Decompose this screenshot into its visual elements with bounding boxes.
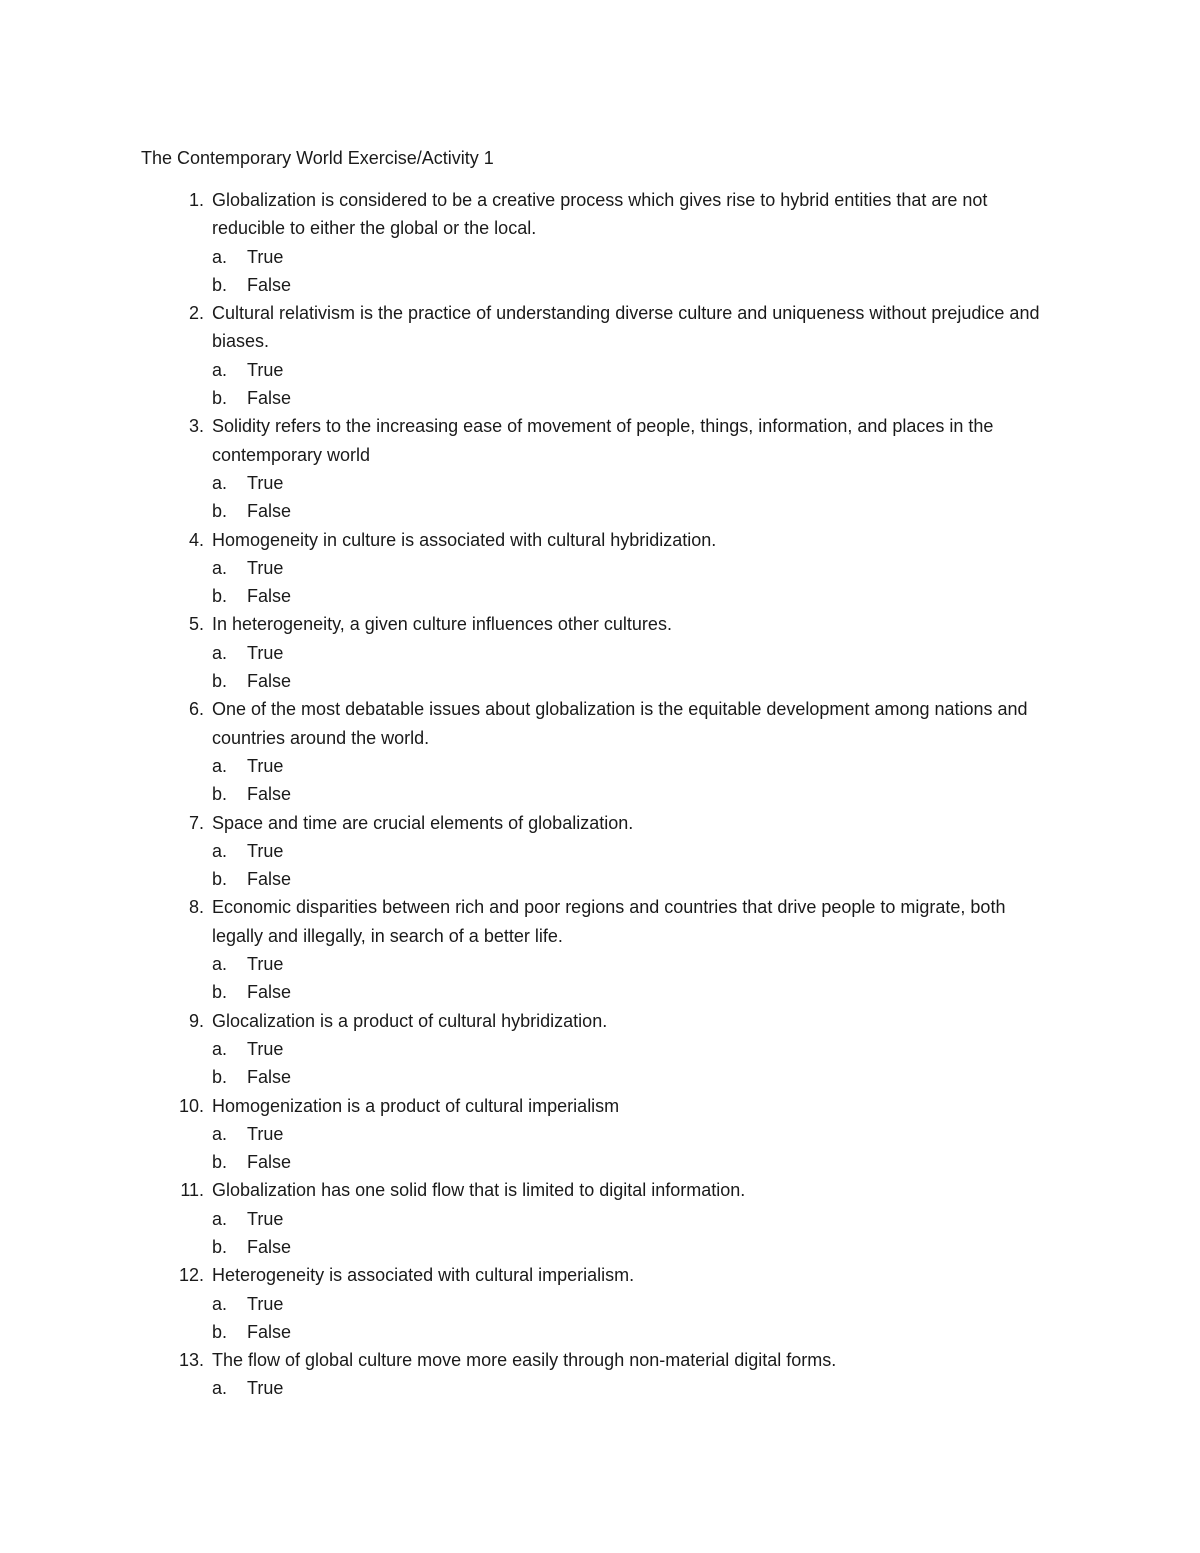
answer-option (0, 497, 1200, 525)
answer-option (0, 639, 1200, 667)
option-label: True (247, 1293, 284, 1314)
question-row (0, 809, 1052, 837)
answer-option (0, 837, 1200, 865)
option-label: True (247, 1123, 284, 1144)
option-label: False (247, 1236, 292, 1257)
answer-option (0, 752, 1200, 780)
answer-option (0, 865, 1200, 893)
option-label: False (247, 784, 292, 805)
question-item (0, 1346, 1200, 1403)
question-number: 8. (188, 897, 204, 918)
option-label: True (247, 1038, 284, 1059)
option-label: True (247, 1208, 284, 1229)
question-number: 9. (188, 1010, 204, 1031)
question-number: 3. (188, 416, 204, 437)
answer-option (0, 384, 1200, 412)
question-item (0, 809, 1200, 894)
option-label: True (247, 642, 284, 663)
question-row (0, 1261, 1052, 1289)
question-item (0, 1261, 1200, 1346)
option-label: False (247, 869, 292, 890)
option-letter: a. (212, 1378, 228, 1399)
question-row (0, 299, 1052, 356)
option-letter: a. (212, 557, 228, 578)
option-label: True (247, 840, 284, 861)
option-label: False (247, 1152, 292, 1173)
answer-option (0, 780, 1200, 808)
option-letter: a. (212, 840, 228, 861)
question-number: 1. (188, 190, 204, 210)
answer-option (0, 1205, 1200, 1233)
question-number: 13. (178, 1350, 204, 1371)
option-letter: b. (212, 784, 228, 805)
question-text: Globalization is considered to be a creative process which gives rise to hybrid entities that are not reducible to either the global or the local. (212, 190, 988, 239)
option-label: True (247, 246, 284, 267)
question-number: 6. (188, 699, 204, 720)
answer-option (0, 1063, 1200, 1091)
question-row (0, 695, 1052, 752)
question-item (0, 299, 1200, 412)
answer-option (0, 1035, 1200, 1063)
question-text: Globalization has one solid flow that is limited to digital information. (212, 1180, 746, 1201)
option-label: False (247, 274, 292, 295)
question-text: Solidity refers to the increasing ease of movement of people, things, information, and places in the contemporary world (212, 416, 994, 465)
answer-option (0, 1374, 1200, 1402)
question-number: 12. (178, 1265, 204, 1286)
answer-option (0, 1233, 1200, 1261)
option-label: True (247, 755, 284, 776)
option-letter: a. (212, 472, 228, 493)
answer-option (0, 978, 1200, 1006)
option-label: True (247, 954, 284, 975)
option-letter: b. (212, 586, 228, 607)
option-letter: b. (212, 869, 228, 890)
answer-option (0, 667, 1200, 695)
option-letter: b. (212, 274, 228, 295)
question-text: Homogeneity in culture is associated with cultural hybridization. (212, 529, 717, 550)
answer-option (0, 950, 1200, 978)
option-letter: a. (212, 359, 228, 380)
answer-option (0, 1148, 1200, 1176)
question-row (0, 1346, 1052, 1374)
question-item (0, 1176, 1200, 1261)
option-letter: a. (212, 1038, 228, 1059)
answer-option (0, 271, 1200, 299)
question-item (0, 695, 1200, 808)
answer-option (0, 582, 1200, 610)
answer-option (0, 1318, 1200, 1346)
answer-option (0, 356, 1200, 384)
question-number: 11. (180, 1180, 204, 1201)
question-number: 7. (188, 812, 204, 833)
option-letter: b. (212, 671, 228, 692)
option-label: True (247, 359, 284, 380)
question-row (0, 610, 1052, 638)
question-row (0, 186, 1052, 243)
option-label: False (247, 388, 292, 409)
question-text: Economic disparities between rich and poor regions and countries that drive people to migrate, both legally and illegally, in search of a better life. (212, 897, 1006, 946)
question-text: Cultural relativism is the practice of understanding diverse culture and uniqueness without prejudice and biases. (212, 303, 1040, 352)
answer-option (0, 1290, 1200, 1318)
question-text: Glocalization is a product of cultural hybridization. (212, 1010, 608, 1031)
option-label: False (247, 671, 292, 692)
question-number: 10. (178, 1095, 204, 1116)
option-label: True (247, 1378, 284, 1399)
question-number: 2. (188, 303, 204, 324)
option-letter: a. (212, 755, 228, 776)
question-row (0, 1176, 1052, 1204)
option-letter: b. (212, 982, 228, 1003)
question-row (0, 412, 1052, 469)
question-list (0, 186, 1200, 1403)
question-item (0, 412, 1200, 525)
question-row (0, 1092, 1052, 1120)
option-letter: b. (212, 1067, 228, 1088)
question-text: The flow of global culture move more easily through non-material digital forms. (212, 1350, 837, 1371)
answer-option (0, 469, 1200, 497)
question-row (0, 1007, 1052, 1035)
answer-option (0, 1120, 1200, 1148)
option-letter: a. (212, 954, 228, 975)
option-letter: a. (212, 246, 228, 267)
option-label: False (247, 1067, 292, 1088)
answer-option (0, 243, 1200, 271)
question-item (0, 186, 1200, 299)
question-item (0, 526, 1200, 611)
option-label: True (247, 472, 284, 493)
question-text: Heterogeneity is associated with cultural imperialism. (212, 1265, 635, 1286)
question-item (0, 1092, 1200, 1177)
option-letter: a. (212, 1208, 228, 1229)
option-letter: a. (212, 1293, 228, 1314)
option-letter: a. (212, 642, 228, 663)
option-letter: a. (212, 1123, 228, 1144)
option-label: False (247, 586, 292, 607)
question-item (0, 1007, 1200, 1092)
option-label: False (247, 982, 292, 1003)
option-letter: b. (212, 501, 228, 522)
document-title: The Contemporary World Exercise/Activity 1 (141, 148, 494, 168)
option-label: False (247, 1321, 292, 1342)
option-letter: b. (212, 1236, 228, 1257)
answer-option (0, 554, 1200, 582)
option-letter: b. (212, 388, 228, 409)
question-text: Space and time are crucial elements of globalization. (212, 812, 634, 833)
question-item (0, 610, 1200, 695)
question-row (0, 893, 1052, 950)
option-label: True (247, 557, 284, 578)
question-number: 5. (188, 614, 204, 635)
question-number: 4. (188, 529, 204, 550)
question-text: Homogenization is a product of cultural imperialism (212, 1095, 620, 1116)
question-item (0, 893, 1200, 1006)
question-text: One of the most debatable issues about globalization is the equitable development among nations and countries around the world. (212, 699, 1028, 748)
question-row (0, 526, 1052, 554)
option-label: False (247, 501, 292, 522)
option-letter: b. (212, 1152, 228, 1173)
question-text: In heterogeneity, a given culture influences other cultures. (212, 614, 672, 635)
option-letter: b. (212, 1321, 228, 1342)
